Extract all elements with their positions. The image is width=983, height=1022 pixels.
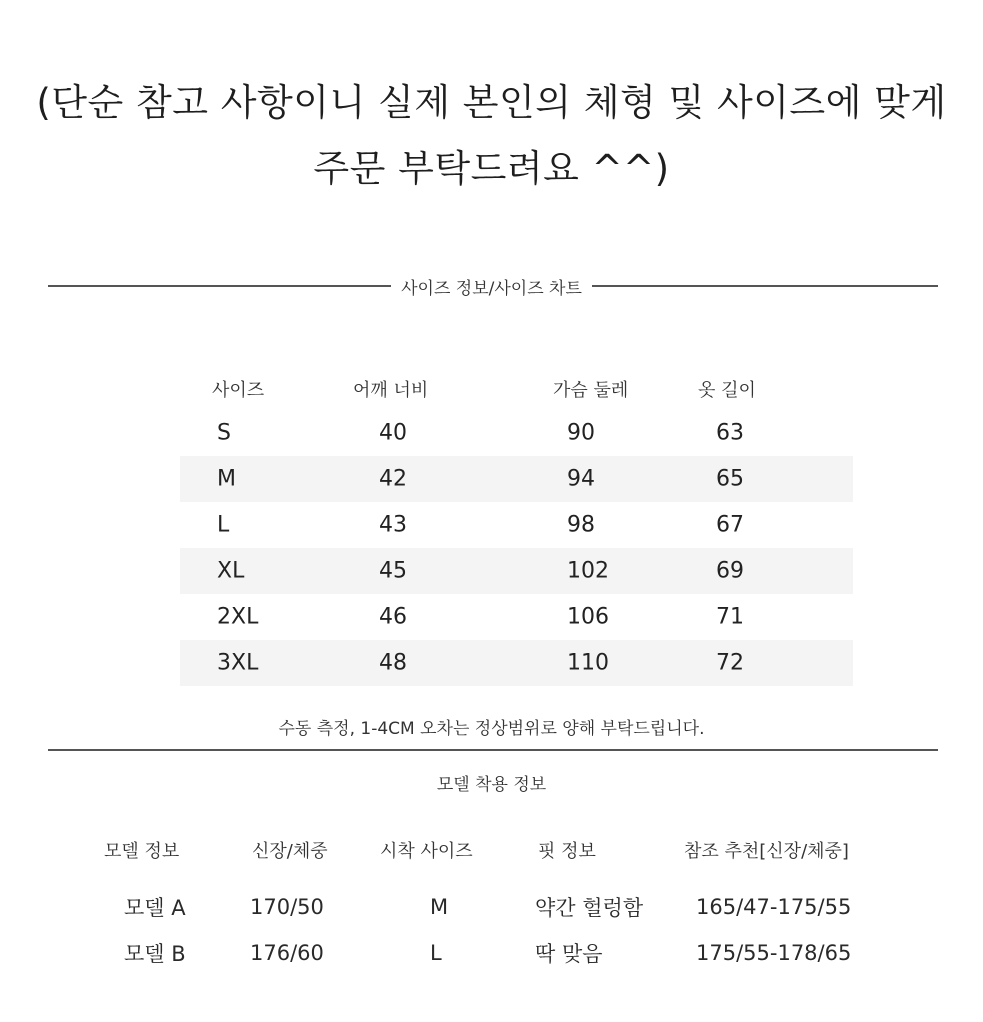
notice-line-1: (단순 참고 사항이니 실제 본인의 체형 및 사이즈에 맞게 — [36, 81, 947, 124]
header-height-weight: 신장/체중 — [252, 841, 328, 862]
fit-cell: 딱 맞음 — [535, 942, 603, 966]
size-row-xl — [180, 548, 853, 594]
size-row-l — [180, 502, 853, 548]
shoulder-cell: 42 — [379, 466, 407, 492]
header-shoulder: 어깨 너비 — [353, 380, 429, 401]
model-row-b — [80, 930, 930, 976]
height-weight-cell: 170/50 — [250, 895, 324, 919]
size-section-title-text: 사이즈 정보/사이즈 차트 — [391, 279, 592, 299]
size-cell: XL — [217, 558, 245, 584]
header-size: 사이즈 — [212, 380, 265, 401]
recommendation-cell: 165/47-175/55 — [696, 895, 852, 919]
shoulder-cell: 40 — [379, 420, 407, 446]
size-section-title — [0, 274, 983, 299]
chest-cell: 98 — [567, 512, 595, 538]
size-cell: 3XL — [217, 650, 259, 676]
size-row-2xl — [180, 594, 853, 640]
shoulder-cell: 48 — [379, 650, 407, 676]
header-chest: 가슴 둘레 — [553, 380, 629, 401]
header-tried-size: 시착 사이즈 — [380, 841, 473, 862]
size-cell: S — [217, 420, 231, 446]
tried-size-cell: M — [430, 895, 449, 919]
size-row-3xl — [180, 640, 853, 686]
size-chart-table — [180, 368, 853, 686]
fit-cell: 약간 헐렁함 — [535, 896, 644, 920]
length-cell: 65 — [716, 466, 744, 492]
height-weight-cell: 176/60 — [250, 941, 324, 965]
size-row-m — [180, 456, 853, 502]
size-cell: 2XL — [217, 604, 259, 630]
model-row-a — [80, 884, 930, 930]
length-cell: 63 — [716, 420, 744, 446]
tried-size-cell: L — [430, 941, 442, 965]
length-cell: 67 — [716, 512, 744, 538]
size-row-s — [180, 410, 853, 456]
model-name-cell: 모델 A — [124, 896, 186, 920]
notice-line-2: 주문 부탁드려요 ^^) — [313, 147, 670, 190]
model-name-cell: 모델 B — [124, 942, 186, 966]
size-cell: M — [217, 466, 236, 492]
header-length: 옷 길이 — [698, 380, 756, 401]
length-cell: 72 — [716, 650, 744, 676]
measurement-note: 수동 측정, 1-4CM 오차는 정상범위로 양해 부탁드립니다. — [278, 719, 705, 739]
chest-cell: 106 — [567, 604, 609, 630]
chest-cell: 90 — [567, 420, 595, 446]
length-cell: 71 — [716, 604, 744, 630]
chest-cell: 110 — [567, 650, 609, 676]
shoulder-cell: 46 — [379, 604, 407, 630]
length-cell: 69 — [716, 558, 744, 584]
shoulder-cell: 43 — [379, 512, 407, 538]
header-recommendation: 참조 추천[신장/체중] — [684, 841, 849, 862]
model-section-title: 모델 착용 정보 — [436, 775, 547, 795]
chest-cell: 94 — [567, 466, 595, 492]
chest-cell: 102 — [567, 558, 609, 584]
size-chart-header — [180, 368, 853, 410]
recommendation-cell: 175/55-178/65 — [696, 941, 852, 965]
model-section-divider — [48, 749, 938, 751]
model-table-header — [80, 830, 930, 870]
size-cell: L — [217, 512, 230, 538]
shoulder-cell: 45 — [379, 558, 407, 584]
model-info-table — [80, 830, 930, 1022]
header-fit: 핏 정보 — [538, 841, 596, 862]
header-model-name: 모델 정보 — [104, 841, 180, 862]
